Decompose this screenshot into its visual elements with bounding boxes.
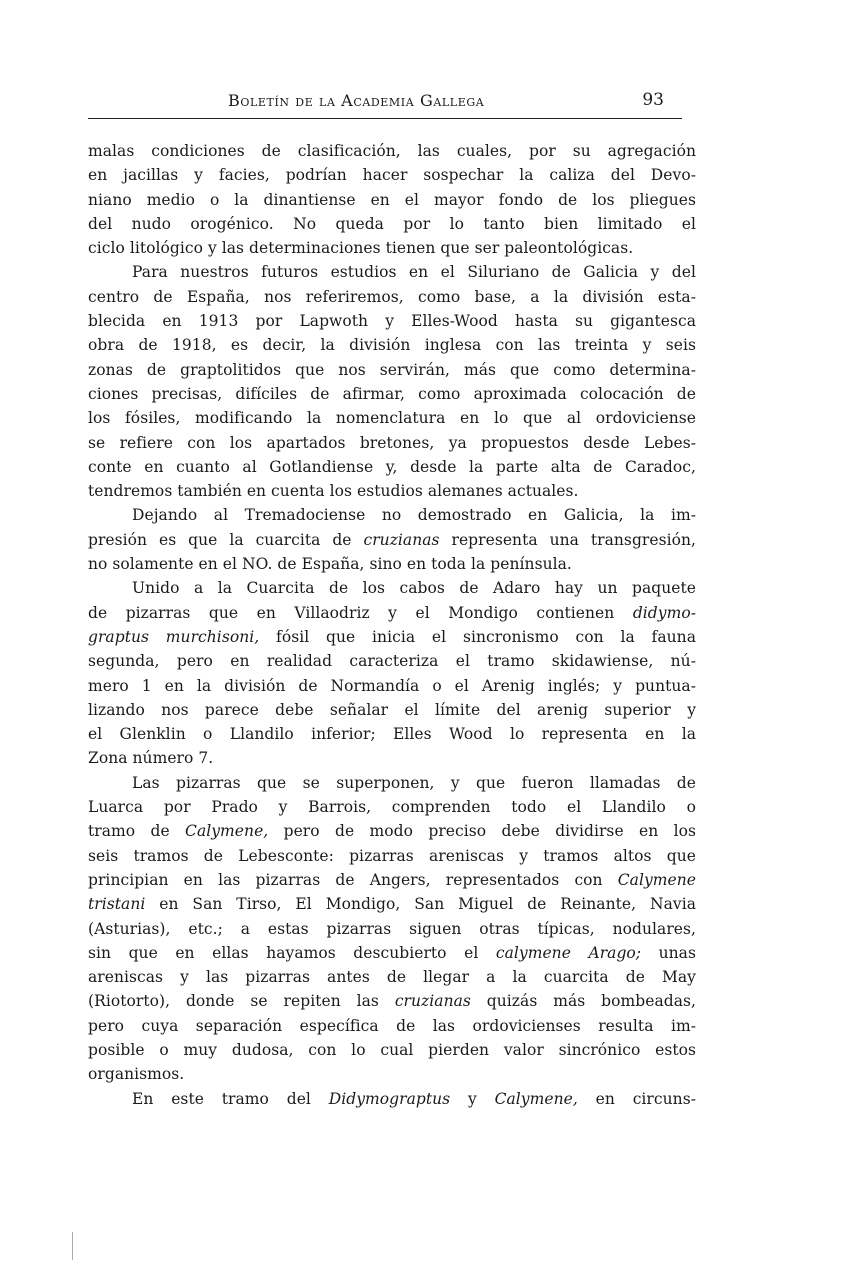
text-segment: (Asturias), etc.; a estas pizarras siguen otras típicas, nodulares, [88,919,696,938]
text-segment: del nudo orogénico. No queda por lo tanto bien limitado el [88,214,696,233]
text-line [88,552,696,576]
margin-mark [72,1232,73,1260]
text-line [88,236,696,260]
text-segment: ciclo litológico y las determinaciones tienen que ser paleontológicas. [88,239,634,258]
text-segment: principian en las pizarras de Angers, representados con [88,870,618,889]
running-title: Boletín de la Academia Gallega [228,91,485,110]
text-line [88,771,696,795]
text-line [88,406,696,430]
text-line [88,309,696,333]
text-segment: niano medio o la dinantiense en el mayor fondo de los pliegues [88,190,696,209]
text-segment: tramo de [88,822,186,841]
text-line [88,1014,696,1038]
text-line [88,382,696,406]
running-header [88,88,682,119]
text-segment: no solamente en el NO. de España, sino en toda la península. [88,555,572,574]
text-line [88,358,696,382]
italic-term: Calymene, [494,1089,578,1108]
text-line [88,917,696,941]
text-line [88,1038,696,1062]
text-line [88,674,696,698]
text-segment: sin que en ellas hayamos descubierto el [88,943,496,962]
text-segment: presión es que la cuarcita de [88,530,364,549]
text-line [88,333,696,357]
text-segment: blecida en 1913 por Lapwoth y Elles-Wood hasta su gigantesca [88,312,696,331]
italic-term: Calymene, [185,822,269,841]
text-line [88,285,696,309]
text-segment: conte en cuanto al Gotlandiense y, desde la parte alta de Caradoc, [88,457,696,476]
text-line [88,260,696,284]
text-line [88,844,696,868]
text-segment: Luarca por Prado y Barrois, comprenden todo el Llandilo o [88,798,696,817]
text-line [88,528,696,552]
italic-term: Calymene [617,870,696,889]
text-segment: Dejando al Tremadociense no demostrado en Galicia, la im- [132,506,696,525]
text-segment: En este tramo del [132,1089,329,1108]
text-segment: seis tramos de Lebesconte: pizarras areniscas y tramos altos que [88,846,696,865]
text-line [88,698,696,722]
text-segment: pero cuya separación específica de las ordovicienses resulta im- [88,1016,696,1035]
text-segment: centro de España, nos referiremos, como base, a la división esta- [88,287,696,306]
text-segment: quizás más bombeadas, [470,992,696,1011]
text-line [88,455,696,479]
italic-term: graptus murchisoni, [88,627,260,646]
text-line [88,819,696,843]
italic-term: cruzianas [363,530,440,549]
text-line [88,576,696,600]
italic-term: didymo- [632,603,696,622]
text-line [88,1087,696,1111]
text-line [88,868,696,892]
text-line [88,431,696,455]
text-segment: tendremos también en cuenta los estudios alemanes actuales. [88,482,579,501]
text-line [88,795,696,819]
text-segment: el Glenklin o Llandilo inferior; Elles Wood lo representa en la [88,725,696,744]
italic-term: tristani [88,895,146,914]
text-segment: de pizarras que en Villaodriz y el Mondigo contienen [88,603,633,622]
text-segment: los fósiles, modificando la nomenclatura en lo que al ordoviciense [88,409,696,428]
text-segment: segunda, pero en realidad caracteriza el tramo skidawiense, nú- [88,652,696,671]
italic-term: calymene Arago; [495,943,642,962]
text-line [88,139,696,163]
text-segment: Para nuestros futuros estudios en el Siluriano de Galicia y del [132,263,696,282]
text-segment: zonas de graptolitidos que nos servirán, más que como determina- [88,360,696,379]
text-line [88,892,696,916]
text-segment: posible o muy dudosa, con lo cual pierden valor sincrónico estos [88,1040,696,1059]
text-segment: organismos. [88,1065,185,1084]
text-segment: se refiere con los apartados bretones, ya propuestos desde Lebes- [88,433,696,452]
text-line [88,212,696,236]
text-segment: areniscas y las pizarras antes de llegar a la cuarcita de May [88,968,696,987]
text-segment: representa una transgresión, [439,530,696,549]
text-line [88,965,696,989]
italic-term: cruzianas [394,992,471,1011]
italic-term: Didymograptus [328,1089,451,1108]
body-text [88,139,696,1111]
text-line [88,601,696,625]
text-segment: pero de modo preciso debe dividirse en los [268,822,696,841]
text-line [88,989,696,1013]
text-line [88,479,696,503]
text-line [88,188,696,212]
text-line [88,625,696,649]
text-segment: en San Tirso, El Mondigo, San Miguel de Reinante, Navia [145,895,696,914]
text-line [88,722,696,746]
text-segment: malas condiciones de clasificación, las cuales, por su agregación [88,142,696,160]
text-segment: en jacillas y facies, podrían hacer sospechar la caliza del Devo- [88,166,696,185]
text-line [88,746,696,770]
text-segment: y [450,1089,495,1108]
text-line [88,503,696,527]
text-segment: Unido a la Cuarcita de los cabos de Adaro hay un paquete [132,579,696,598]
text-segment: (Riotorto), donde se repiten las [88,992,395,1011]
page-number: 93 [642,90,664,110]
text-segment: Zona número 7. [88,749,214,768]
text-segment: unas [641,943,696,962]
text-line [88,941,696,965]
text-line [88,649,696,673]
text-segment: fósil que inicia el sincronismo con la fauna [259,627,696,646]
text-segment: mero 1 en la división de Normandía o el Arenig inglés; y puntua- [88,676,696,695]
text-segment: Las pizarras que se superponen, y que fueron llamadas de [132,773,696,792]
text-segment: obra de 1918, es decir, la división inglesa con las treinta y seis [88,336,696,355]
text-segment: ciones precisas, difíciles de afirmar, como aproximada colocación de [88,384,696,403]
text-line [88,1062,696,1086]
text-segment: lizando nos parece debe señalar el límite del arenig superior y [88,700,696,719]
text-line [88,163,696,187]
text-segment: en circuns- [577,1089,696,1108]
